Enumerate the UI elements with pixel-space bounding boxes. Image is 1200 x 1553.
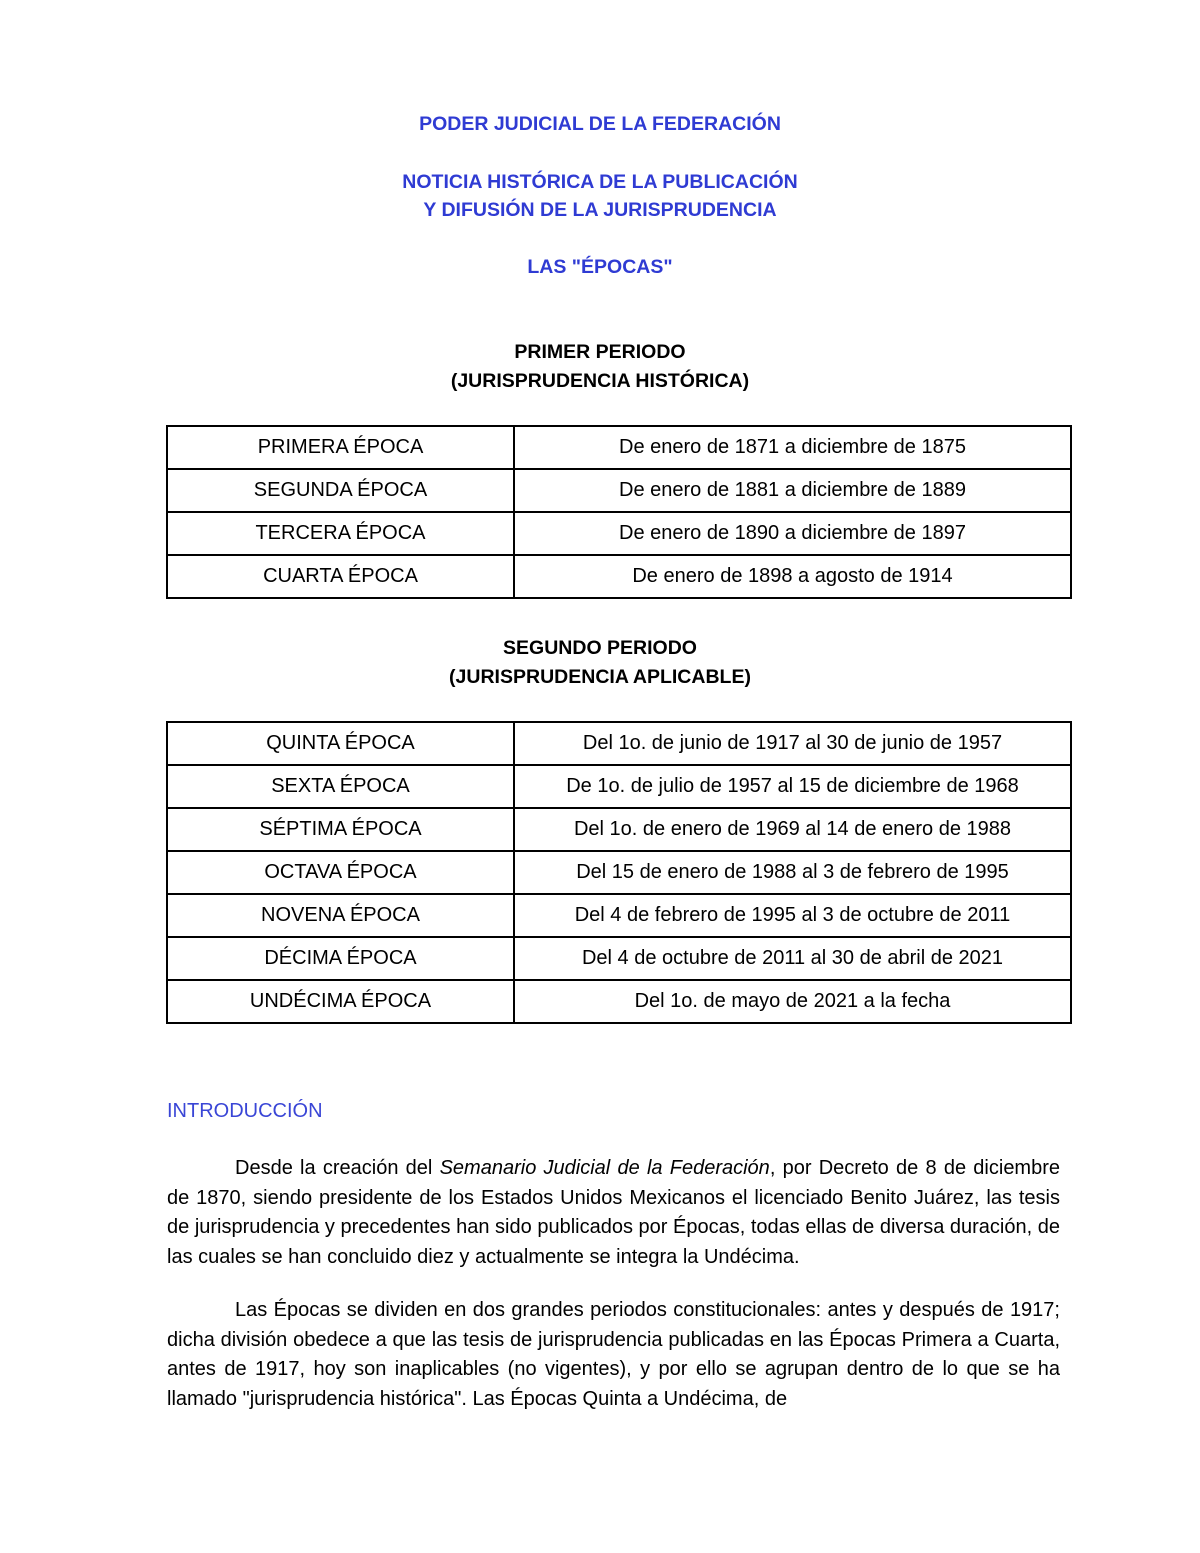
- epoca-cell: TERCERA ÉPOCA: [167, 512, 514, 555]
- periodo2-title: SEGUNDO PERIODO: [503, 637, 697, 659]
- publication-title: Semanario Judicial de la Federación: [439, 1157, 770, 1179]
- epoca-cell: DÉCIMA ÉPOCA: [167, 937, 514, 980]
- intro-heading: INTRODUCCIÓN: [167, 1100, 323, 1122]
- epoca-cell: SEGUNDA ÉPOCA: [167, 469, 514, 512]
- header-title-line1: NOTICIA HISTÓRICA DE LA PUBLICACIÓN: [402, 171, 798, 193]
- fechas-cell: Del 4 de octubre de 2011 al 30 de abril de 2021: [514, 937, 1071, 980]
- table-row: [167, 851, 1071, 894]
- epoca-cell: CUARTA ÉPOCA: [167, 555, 514, 598]
- fechas-cell: Del 1o. de enero de 1969 al 14 de enero de 1988: [514, 808, 1071, 851]
- fechas-cell: Del 1o. de junio de 1917 al 30 de junio de 1957: [514, 722, 1071, 765]
- periodo1-title: PRIMER PERIODO: [514, 341, 686, 363]
- table-row: [167, 937, 1071, 980]
- periodo1-subtitle: (JURISPRUDENCIA HISTÓRICA): [450, 370, 750, 392]
- table-row: [167, 765, 1071, 808]
- fechas-cell: De enero de 1871 a diciembre de 1875: [514, 426, 1071, 469]
- fechas-cell: De enero de 1881 a diciembre de 1889: [514, 469, 1071, 512]
- periodo2-subtitle: (JURISPRUDENCIA APLICABLE): [449, 666, 751, 688]
- fechas-cell: De enero de 1898 a agosto de 1914: [514, 555, 1071, 598]
- periodo1-table: [166, 425, 1072, 599]
- intro-paragraph-1: [167, 1154, 1060, 1272]
- fechas-cell: Del 4 de febrero de 1995 al 3 de octubre de 2011: [514, 894, 1071, 937]
- fechas-cell: De 1o. de julio de 1957 al 15 de diciembre de 1968: [514, 765, 1071, 808]
- epoca-cell: SÉPTIMA ÉPOCA: [167, 808, 514, 851]
- table-row: [167, 894, 1071, 937]
- header-epocas: LAS "ÉPOCAS": [527, 256, 673, 278]
- fechas-cell: Del 15 de enero de 1988 al 3 de febrero de 1995: [514, 851, 1071, 894]
- table-row: [167, 808, 1071, 851]
- paragraph-text: , por Decreto de 8 de diciembre de 1870, siendo presidente de los Estados Unidos Mexicanos el licenciado Benito Juárez, las tesis de jurisprudencia y precedentes han sido publicados por Épocas, todas ellas de diversa duración, de las cuales se han concluido diez y actualmente se integra la Undécima.: [167, 1157, 1061, 1268]
- epoca-cell: OCTAVA ÉPOCA: [167, 851, 514, 894]
- epoca-cell: NOVENA ÉPOCA: [167, 894, 514, 937]
- fechas-cell: Del 1o. de mayo de 2021 a la fecha: [514, 980, 1071, 1023]
- paragraph-text: Desde la creación del: [235, 1157, 440, 1179]
- periodo2-table: [166, 721, 1072, 1024]
- table-row: [167, 512, 1071, 555]
- header-title-line2: Y DIFUSIÓN DE LA JURISPRUDENCIA: [423, 199, 777, 221]
- epoca-cell: QUINTA ÉPOCA: [167, 722, 514, 765]
- intro-paragraph-2: Las Épocas se dividen en dos grandes periodos constitucionales: antes y después de 1917; dicha división obedece a que las tesis de jurisprudencia publicadas en las Épocas Primera a Cuarta, antes de 1917, hoy son inaplicables (no vigentes), y por ello se agrupan dentro de lo que se ha llamado "jurisprudencia histórica". Las Épocas Quinta a Undécima, de: [167, 1299, 1060, 1410]
- epoca-cell: SEXTA ÉPOCA: [167, 765, 514, 808]
- epoca-cell: PRIMERA ÉPOCA: [167, 426, 514, 469]
- epoca-cell: UNDÉCIMA ÉPOCA: [167, 980, 514, 1023]
- table-row: [167, 469, 1071, 512]
- header-institution: PODER JUDICIAL DE LA FEDERACIÓN: [419, 113, 781, 135]
- table-row: [167, 722, 1071, 765]
- table-row: [167, 555, 1071, 598]
- fechas-cell: De enero de 1890 a diciembre de 1897: [514, 512, 1071, 555]
- table-row: [167, 980, 1071, 1023]
- table-row: [167, 426, 1071, 469]
